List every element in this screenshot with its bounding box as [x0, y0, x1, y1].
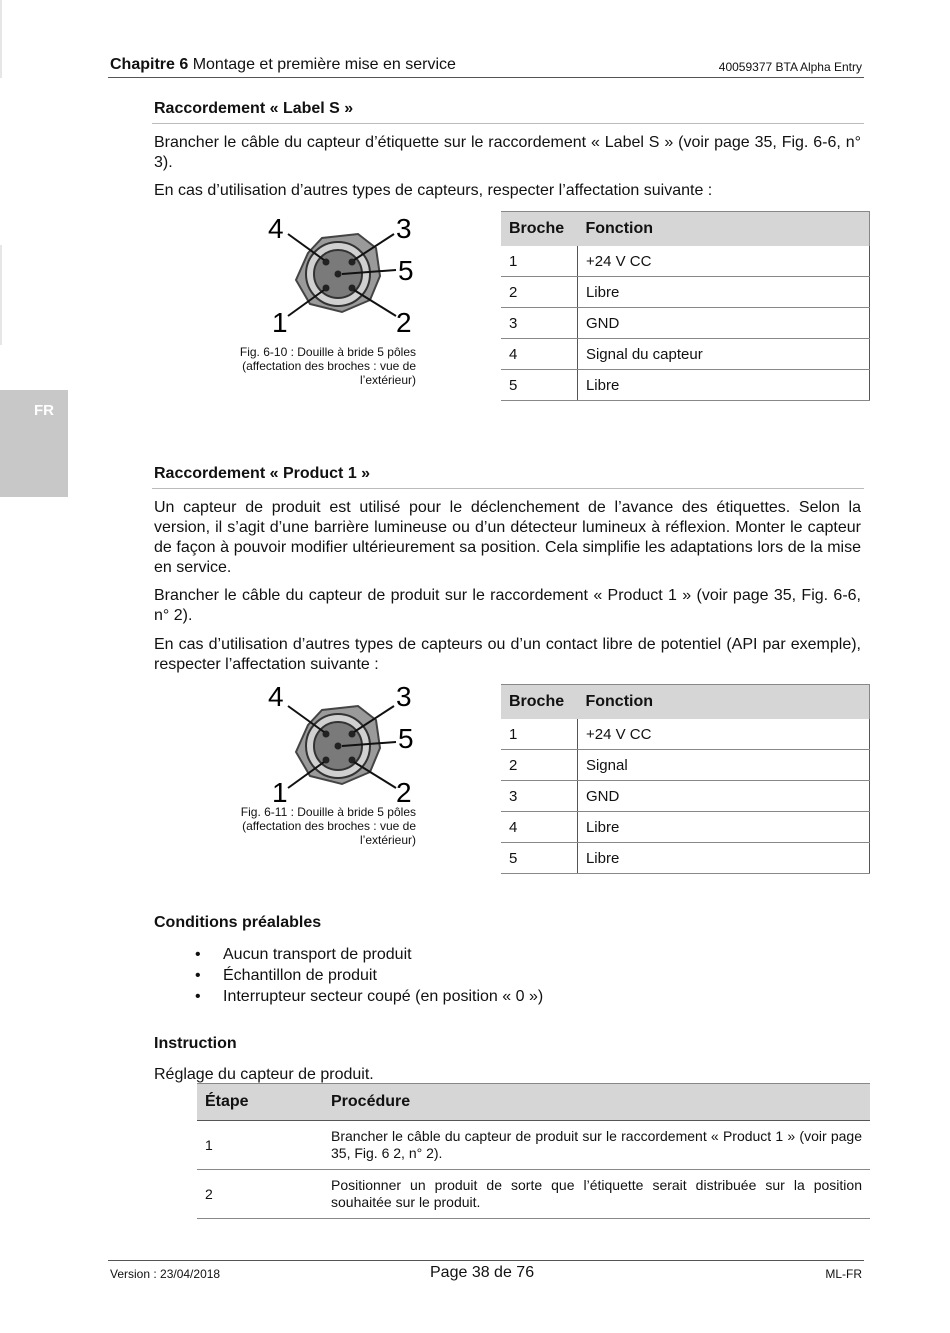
table-header-row — [197, 1084, 870, 1121]
pin-label: 4 — [268, 213, 284, 244]
column-header: Fonction — [577, 212, 869, 247]
instruction-intro: Réglage du capteur de produit. — [154, 1066, 374, 1083]
table-row — [501, 370, 870, 401]
table-row — [501, 719, 870, 750]
pin-assignment-table — [501, 684, 870, 874]
table-row — [501, 246, 870, 277]
table-cell: Libre — [577, 370, 869, 401]
column-header: Procédure — [323, 1084, 870, 1121]
connector-socket-icon — [288, 706, 396, 788]
pin-label: 2 — [396, 777, 412, 808]
header-chapter — [110, 56, 456, 74]
caption-line: (affectation des broches : vue de — [242, 359, 416, 373]
table-cell: 3 — [501, 781, 577, 812]
table-row — [501, 277, 870, 308]
header-rule — [108, 77, 864, 78]
footer-rule — [108, 1260, 864, 1261]
step-procedure: Brancher le câble du capteur de produit sur le raccordement « Product 1 » (voir page 35, Fig. 6 2, n° 2). — [323, 1121, 870, 1170]
section-rule — [152, 488, 864, 489]
paragraph: Un capteur de produit est utilisé pour le déclenchement de l’avance des étiquettes. Selon la version, il s’agit d’une barrière lumineuse ou d’un détecteur lumineux à réflexion. Monter le capteur de façon à pouvoir modifier ultérieurement sa position. Cela simplifie les adaptations lors de la mise en service. — [154, 499, 861, 576]
pin-label: 5 — [398, 723, 414, 754]
conditions-heading: Conditions préalables — [154, 914, 322, 931]
column-header: Broche — [501, 685, 577, 720]
footer-page-number: Page 38 de 76 — [430, 1264, 535, 1281]
caption-line: l’extérieur) — [359, 373, 416, 387]
column-header: Broche — [501, 212, 577, 247]
table-cell: +24 V CC — [577, 719, 869, 750]
pin-assignment-table — [501, 211, 870, 401]
figure-caption — [216, 805, 416, 847]
caption-line: (affectation des broches : vue de — [242, 819, 416, 833]
section-heading-product-1: Raccordement « Product 1 » — [154, 465, 371, 482]
edge-mark — [0, 245, 2, 345]
figure-caption — [216, 345, 416, 387]
column-header: Fonction — [577, 685, 869, 720]
pin-label: 2 — [396, 307, 412, 338]
table-cell: 1 — [501, 719, 577, 750]
table-row — [501, 339, 870, 370]
table-cell: Libre — [577, 812, 869, 843]
step-procedure: Positionner un produit de sorte que l’étiquette serait distribuée sur la position souhaitée sur le produit. — [323, 1170, 870, 1219]
chapter-number: Chapitre 6 — [110, 56, 189, 73]
table-header-row — [501, 685, 870, 720]
table-cell: Libre — [577, 843, 869, 874]
list-item: • Interrupteur secteur coupé (en position « 0 ») — [195, 986, 543, 1007]
section-heading-label-s: Raccordement « Label S » — [154, 100, 354, 117]
list-item: • Aucun transport de produit — [195, 944, 543, 965]
language-tab-label: FR — [34, 402, 54, 419]
pin-label: 1 — [272, 777, 288, 808]
caption-line: l’extérieur) — [359, 833, 416, 847]
table-cell: 3 — [501, 308, 577, 339]
step-number: 2 — [197, 1170, 323, 1219]
table-row — [501, 812, 870, 843]
table-cell: Libre — [577, 277, 869, 308]
table-cell: GND — [577, 308, 869, 339]
table-row — [197, 1170, 870, 1219]
pin-label: 4 — [268, 681, 284, 712]
pin-label: 1 — [272, 307, 288, 338]
table-cell: 2 — [501, 277, 577, 308]
table-cell: Signal du capteur — [577, 339, 869, 370]
table-cell: 2 — [501, 750, 577, 781]
table-cell: 5 — [501, 843, 577, 874]
table-row — [501, 781, 870, 812]
paragraph: Brancher le câble du capteur de produit sur le raccordement « Product 1 » (voir page 35, Fig. 6-6, n° 2). — [154, 587, 861, 624]
doc-reference: 40059377 BTA Alpha Entry — [718, 60, 862, 74]
table-row — [197, 1121, 870, 1170]
table-header-row — [501, 212, 870, 247]
caption-line: Fig. 6-10 : Douille à bride 5 pôles — [239, 345, 416, 359]
instruction-heading: Instruction — [154, 1035, 237, 1052]
pin-label: 3 — [396, 681, 412, 712]
table-cell: 1 — [501, 246, 577, 277]
paragraph: En cas d’utilisation d’autres types de capteurs, respecter l’affectation suivante : — [154, 182, 713, 199]
table-cell: Signal — [577, 750, 869, 781]
connector-pin-diagram — [266, 680, 416, 810]
footer-language: ML-FR — [825, 1267, 862, 1281]
table-cell: GND — [577, 781, 869, 812]
chapter-title: Montage et première mise en service — [192, 56, 456, 73]
table-cell: 4 — [501, 812, 577, 843]
paragraph: Brancher le câble du capteur d’étiquette sur le raccordement « Label S » (voir page 35, Fig. 6-6, n° 3). — [154, 134, 861, 171]
table-cell: 4 — [501, 339, 577, 370]
table-row — [501, 843, 870, 874]
column-header: Étape — [197, 1084, 323, 1121]
section-rule — [152, 123, 864, 124]
pin-label: 3 — [396, 213, 412, 244]
connector-pin-diagram — [266, 208, 416, 338]
conditions-list — [195, 944, 543, 1007]
pin-label: 5 — [398, 255, 414, 286]
caption-line: Fig. 6-11 : Douille à bride 5 pôles — [240, 805, 416, 819]
connector-socket-icon — [288, 234, 396, 316]
table-row — [501, 750, 870, 781]
paragraph: En cas d’utilisation d’autres types de capteurs ou d’un contact libre de potentiel (API par exemple), respecter l’affectation suivante : — [154, 636, 861, 673]
step-number: 1 — [197, 1121, 323, 1170]
procedure-table — [197, 1083, 870, 1219]
edge-mark — [0, 0, 2, 78]
footer-version: Version : 23/04/2018 — [110, 1267, 221, 1281]
table-cell: +24 V CC — [577, 246, 869, 277]
list-item: • Échantillon de produit — [195, 965, 543, 986]
table-cell: 5 — [501, 370, 577, 401]
language-tab — [0, 390, 68, 497]
table-row — [501, 308, 870, 339]
